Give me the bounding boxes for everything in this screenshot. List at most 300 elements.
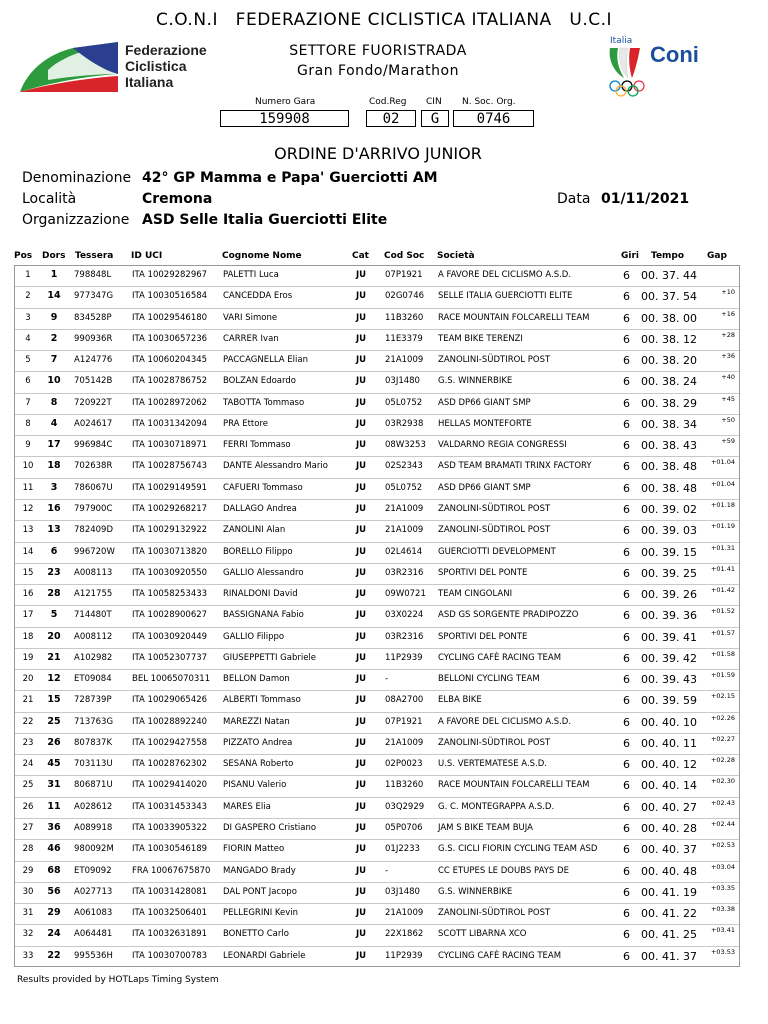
cell-name: BOLZAN Edoardo — [223, 376, 296, 387]
cell-uci: ITA 10031453343 — [132, 801, 208, 812]
table-row — [15, 734, 739, 755]
olympic-rings-icon — [608, 80, 646, 98]
cell-tessera: A024617 — [74, 418, 113, 429]
cell-time: 00. 39. 36 — [641, 609, 697, 623]
cell-uci: ITA 10030546189 — [132, 844, 208, 855]
cell-cat: JU — [356, 631, 367, 642]
cell-codsoc: 21A1009 — [385, 355, 424, 366]
cell-codsoc: 02P0023 — [385, 759, 423, 770]
table-row — [15, 457, 739, 478]
cell-pos: 12 — [22, 503, 34, 514]
cell-giri: 6 — [623, 354, 630, 368]
cell-time: 00. 37. 54 — [641, 290, 697, 304]
cell-name: ALBERTI Tommaso — [223, 695, 301, 706]
cell-tessera: 702638R — [74, 461, 113, 472]
cell-dors: 31 — [47, 779, 61, 791]
cell-dors: 23 — [47, 566, 61, 578]
cell-dors: 13 — [47, 524, 61, 536]
cell-giri: 6 — [623, 843, 630, 857]
cell-tessera: A061083 — [74, 908, 113, 919]
cell-uci: ITA 10032631891 — [132, 929, 208, 940]
cell-dors: 20 — [47, 630, 61, 642]
cell-uci: FRA 10067675870 — [132, 865, 211, 876]
cell-codsoc: 08A2700 — [385, 695, 424, 706]
cell-societa: HELLAS MONTEFORTE — [438, 418, 532, 429]
cell-codsoc: 21A1009 — [385, 525, 424, 536]
cell-name: VARI Simone — [223, 312, 278, 323]
cell-uci: ITA 10029282967 — [132, 270, 208, 280]
cell-societa: CYCLING CAFÈ RACING TEAM — [438, 950, 562, 961]
cell-tessera: 807837K — [74, 737, 113, 748]
cell-societa: SCOTT LIBARNA XCO — [438, 929, 527, 940]
cell-gap: +01.04 — [710, 458, 735, 467]
column-header-name: Cognome Nome — [222, 251, 302, 261]
cell-name: PIZZATO Andrea — [223, 737, 293, 748]
cell-name: PACCAGNELLA Elian — [223, 355, 308, 366]
cell-gap: +03.53 — [710, 947, 735, 956]
cell-time: 00. 38. 48 — [641, 481, 697, 495]
cell-cat: JU — [356, 440, 367, 451]
results-table — [14, 265, 740, 967]
cell-pos: 18 — [22, 631, 34, 642]
cell-giri: 6 — [623, 949, 630, 963]
cell-uci: ITA 10058253433 — [132, 589, 208, 600]
cell-dors: 68 — [47, 864, 61, 876]
cell-time: 00. 41. 37 — [641, 949, 697, 963]
cell-cat: JU — [356, 610, 367, 621]
cell-giri: 6 — [623, 928, 630, 942]
cell-giri: 6 — [623, 566, 630, 580]
table-row — [15, 564, 739, 585]
cell-dors: 17 — [47, 439, 61, 451]
cell-cat: JU — [356, 376, 367, 387]
cell-dors: 15 — [47, 694, 61, 706]
cell-giri: 6 — [623, 311, 630, 325]
cell-name: PELLEGRINI Kevin — [223, 908, 299, 919]
cell-cat: JU — [356, 886, 367, 897]
table-row — [15, 776, 739, 797]
cell-pos: 28 — [22, 844, 34, 855]
cell-societa: ZANOLINI-SÜDTIROL POST — [438, 355, 551, 366]
cell-name: PRA Ettore — [223, 418, 268, 429]
cell-name: GALLIO Alessandro — [223, 567, 304, 578]
coni-flag-flame-icon — [606, 46, 648, 80]
cell-time: 00. 40. 12 — [641, 758, 697, 772]
cell-societa: G.S. CICLI FIORIN CYCLING TEAM ASD — [438, 844, 598, 855]
cell-time: 00. 39. 42 — [641, 651, 697, 665]
cell-tessera: 834528P — [74, 312, 112, 323]
cell-giri: 6 — [623, 290, 630, 304]
cell-gap: +02.53 — [710, 841, 735, 850]
cell-giri: 6 — [623, 609, 630, 623]
cell-pos: 1 — [25, 270, 31, 280]
denominazione-value: 42° GP Mamma e Papa' Guerciotti AM — [142, 170, 438, 186]
cell-time: 00. 41. 19 — [641, 885, 697, 899]
cell-name: DANTE Alessandro Mario — [223, 461, 328, 472]
cell-dors: 12 — [47, 673, 61, 685]
cell-gap: +02.27 — [710, 734, 735, 743]
cell-gap: +01.41 — [710, 564, 735, 573]
table-row — [15, 755, 739, 776]
cell-giri: 6 — [623, 736, 630, 750]
cell-name: BORELLO Filippo — [223, 546, 293, 557]
cell-pos: 23 — [22, 737, 34, 748]
cell-societa: G.S. WINNERBIKE — [438, 886, 513, 897]
cell-cat: JU — [356, 865, 367, 876]
cell-giri: 6 — [623, 779, 630, 793]
cell-giri: 6 — [623, 651, 630, 665]
cell-pos: 3 — [25, 312, 31, 323]
cell-cat: JU — [356, 695, 367, 706]
cell-giri: 6 — [623, 545, 630, 559]
table-row — [15, 309, 739, 330]
cell-uci: ITA 10030718971 — [132, 440, 208, 451]
cell-dors: 45 — [47, 758, 61, 770]
date-label: Data — [557, 191, 591, 207]
cell-tessera: A028612 — [74, 801, 113, 812]
cell-uci: ITA 10030920449 — [132, 631, 208, 642]
cell-cat: JU — [356, 929, 367, 940]
cell-cat: JU — [356, 546, 367, 557]
cell-time: 00. 41. 25 — [641, 928, 697, 942]
table-row — [15, 479, 739, 500]
cell-codsoc: 02G0746 — [385, 291, 425, 302]
cell-tessera: A124776 — [74, 355, 113, 366]
cell-giri: 6 — [623, 524, 630, 538]
fci-logo-text-line: Ciclistica — [125, 58, 187, 74]
cell-pos: 15 — [22, 567, 34, 578]
cell-societa: CYCLING CAFÈ RACING TEAM — [438, 652, 562, 663]
cell-giri: 6 — [623, 588, 630, 602]
cell-codsoc: 11P2939 — [385, 652, 423, 663]
cell-gap: +40 — [721, 373, 735, 382]
cell-dors: 25 — [47, 715, 61, 727]
cell-gap: +16 — [721, 309, 735, 318]
cell-time: 00. 37. 44 — [641, 269, 697, 282]
cell-time: 00. 38. 43 — [641, 439, 697, 453]
cell-tessera: 713763G — [74, 716, 114, 727]
sector-title: SETTORE FUORISTRADA — [289, 43, 467, 59]
cell-societa: ZANOLINI-SÜDTIROL POST — [438, 525, 551, 536]
cell-societa: TEAM CINGOLANI — [438, 589, 513, 600]
cell-pos: 25 — [22, 780, 34, 791]
cell-codsoc: 11B3260 — [385, 780, 424, 791]
column-header-gap: Gap — [707, 251, 727, 261]
cell-tessera: 782409D — [74, 525, 113, 536]
cell-codsoc: 02S2343 — [385, 461, 423, 472]
cell-gap: +02.26 — [710, 713, 735, 722]
cell-codsoc: 05L0752 — [385, 397, 423, 408]
cell-gap: +50 — [721, 415, 735, 424]
cell-tessera: 786067U — [74, 482, 113, 493]
cell-name: BASSIGNANA Fabio — [223, 610, 304, 621]
column-header-pos: Pos — [14, 251, 33, 261]
cell-codsoc: 21A1009 — [385, 503, 424, 514]
cell-uci: ITA 10028762302 — [132, 759, 208, 770]
cell-uci: ITA 10028756743 — [132, 461, 208, 472]
cell-uci: ITA 10028900627 — [132, 610, 208, 621]
cell-time: 00. 38. 00 — [641, 311, 697, 325]
cell-pos: 6 — [25, 376, 31, 387]
cell-cat: JU — [356, 674, 367, 685]
cell-tessera: 996720W — [74, 546, 115, 557]
column-header-societa: Società — [437, 251, 475, 261]
cell-tessera: 990936R — [74, 333, 113, 344]
column-header-codsoc: Cod Soc — [384, 251, 425, 261]
cell-uci: ITA 10029546180 — [132, 312, 208, 323]
cell-societa: A FAVORE DEL CICLISMO A.S.D. — [438, 270, 572, 280]
cell-societa: ELBA BIKE — [438, 695, 482, 706]
cell-societa: JAM S BIKE TEAM BUJA — [438, 823, 533, 834]
cell-gap: +59 — [721, 437, 735, 446]
table-row — [15, 670, 739, 691]
column-header-cat: Cat — [352, 251, 369, 261]
cell-cat: JU — [356, 780, 367, 791]
cell-time: 00. 39. 43 — [641, 673, 697, 687]
cell-giri: 6 — [623, 800, 630, 814]
table-row — [15, 649, 739, 670]
cell-codsoc: 01J2233 — [385, 844, 420, 855]
cell-dors: 28 — [47, 588, 61, 600]
cell-societa: SPORTIVI DEL PONTE — [438, 567, 528, 578]
cell-tessera: 977347G — [74, 291, 114, 302]
cell-gap: +02.15 — [710, 692, 735, 701]
cell-cat: JU — [356, 270, 367, 280]
cell-name: RINALDONI David — [223, 589, 298, 600]
cell-societa: SELLE ITALIA GUERCIOTTI ELITE — [438, 291, 573, 302]
cell-giri: 6 — [623, 673, 630, 687]
cell-name: TABOTTA Tommaso — [223, 397, 305, 408]
cell-cat: JU — [356, 461, 367, 472]
cell-codsoc: 03R2938 — [385, 418, 424, 429]
cin-label: CIN — [426, 97, 442, 107]
column-header-uci: ID UCI — [131, 251, 163, 261]
cell-dors: 1 — [50, 269, 58, 280]
cell-name: GALLIO Filippo — [223, 631, 285, 642]
cell-gap: +28 — [721, 330, 735, 339]
cell-cat: JU — [356, 567, 367, 578]
cell-name: FIORIN Matteo — [223, 844, 285, 855]
cell-time: 00. 40. 28 — [641, 822, 697, 836]
n-soc-org-label: N. Soc. Org. — [462, 97, 516, 107]
date-value: 01/11/2021 — [601, 191, 690, 207]
table-row — [15, 330, 739, 351]
cell-giri: 6 — [623, 822, 630, 836]
cell-time: 00. 39. 02 — [641, 502, 697, 516]
table-row — [15, 415, 739, 436]
cell-codsoc: 05P0706 — [385, 823, 423, 834]
table-row — [15, 798, 739, 819]
cell-codsoc: 11E3379 — [385, 333, 423, 344]
table-row — [15, 351, 739, 372]
table-row — [15, 585, 739, 606]
cell-dors: 7 — [50, 354, 58, 366]
cell-dors: 9 — [50, 311, 58, 323]
cell-dors: 11 — [47, 800, 61, 812]
table-row — [15, 543, 739, 564]
table-row — [15, 521, 739, 542]
cell-uci: ITA 10030713820 — [132, 546, 208, 557]
cell-dors: 16 — [47, 502, 61, 514]
cell-tessera: A102982 — [74, 652, 113, 663]
cell-pos: 20 — [22, 674, 34, 685]
cell-tessera: 714480T — [74, 610, 112, 621]
coni-logo — [606, 36, 718, 100]
cell-dors: 2 — [50, 332, 58, 344]
table-row — [15, 394, 739, 415]
cell-gap: +45 — [721, 394, 735, 403]
cell-name: DI GASPERO Cristiano — [223, 823, 317, 834]
cell-dors: 29 — [47, 907, 61, 919]
cell-giri: 6 — [623, 630, 630, 644]
cell-pos: 33 — [22, 950, 34, 961]
cell-uci: ITA 10028972062 — [132, 397, 208, 408]
cell-giri: 6 — [623, 907, 630, 921]
document-header-title: C.O.N.I FEDERAZIONE CICLISTICA ITALIANA U.C.I — [155, 10, 613, 30]
cell-time: 00. 38. 34 — [641, 417, 697, 431]
cell-uci: ITA 10029427558 — [132, 737, 208, 748]
cell-dors: 26 — [47, 736, 61, 748]
cell-uci: ITA 10029149591 — [132, 482, 208, 493]
cell-name: BELLON Damon — [223, 674, 290, 685]
cell-codsoc: 21A1009 — [385, 737, 424, 748]
cell-cat: JU — [356, 801, 367, 812]
cell-pos: 9 — [25, 440, 31, 451]
cell-name: ZANOLINI Alan — [223, 525, 286, 536]
cell-codsoc: 08W3253 — [385, 440, 426, 451]
table-row — [15, 436, 739, 457]
cell-name: SESANA Roberto — [223, 759, 294, 770]
table-row — [15, 947, 739, 968]
cell-giri: 6 — [623, 481, 630, 495]
table-row — [15, 904, 739, 925]
column-header-giri: Giri — [621, 251, 639, 261]
cell-gap: +01.18 — [710, 500, 735, 509]
cell-societa: A FAVORE DEL CICLISMO A.S.D. — [438, 716, 572, 727]
numero-gara-value: 159908 — [220, 110, 349, 127]
cell-giri: 6 — [623, 460, 630, 474]
cell-time: 00. 38. 20 — [641, 354, 697, 368]
table-row — [15, 883, 739, 904]
cell-gap: +01.58 — [710, 649, 735, 658]
table-row — [15, 606, 739, 627]
cell-time: 00. 38. 24 — [641, 375, 697, 389]
cin-value: G — [421, 110, 449, 127]
cell-societa: G. C. MONTEGRAPPA A.S.D. — [438, 801, 555, 812]
cell-time: 00. 40. 48 — [641, 864, 697, 878]
cell-uci: ITA 10028892240 — [132, 716, 208, 727]
denominazione-label: Denominazione — [22, 170, 132, 186]
cell-gap: +02.44 — [710, 820, 735, 829]
cell-uci: ITA 10028786752 — [132, 376, 208, 387]
cell-giri: 6 — [623, 269, 630, 282]
cell-societa: ASD DP66 GIANT SMP — [438, 482, 531, 493]
cell-tessera: 995536H — [74, 950, 113, 961]
cod-reg-value: 02 — [366, 110, 416, 127]
cell-societa: VALDARNO REGIA CONGRESSI — [438, 440, 567, 451]
cell-tessera: 806871U — [74, 780, 113, 791]
localita-label: Località — [22, 191, 77, 207]
table-row — [15, 372, 739, 393]
cell-societa: ZANOLINI-SÜDTIROL POST — [438, 737, 551, 748]
cell-uci: ITA 10031342094 — [132, 418, 208, 429]
cell-name: CANCEDDA Eros — [223, 291, 293, 302]
cell-cat: JU — [356, 737, 367, 748]
cell-societa: ASD TEAM BRAMATI TRINX FACTORY — [438, 461, 592, 472]
cell-codsoc: 11P2939 — [385, 950, 423, 961]
cell-time: 00. 38. 29 — [641, 396, 697, 410]
cell-pos: 7 — [25, 397, 31, 408]
cell-time: 00. 39. 03 — [641, 524, 697, 538]
cell-societa: ZANOLINI-SÜDTIROL POST — [438, 908, 551, 919]
cell-uci: ITA 10033905322 — [132, 823, 208, 834]
coni-logo-small-text: Italia — [610, 36, 633, 46]
cell-uci: ITA 10030920550 — [132, 567, 208, 578]
cell-time: 00. 40. 27 — [641, 800, 697, 814]
cell-cat: JU — [356, 908, 367, 919]
cell-cat: JU — [356, 589, 367, 600]
cell-tessera: 703113U — [74, 759, 113, 770]
cell-codsoc: 07P1921 — [385, 716, 423, 727]
cell-cat: JU — [356, 950, 367, 961]
cell-societa: RACE MOUNTAIN FOLCARELLI TEAM — [438, 780, 590, 791]
cell-gap: +02.43 — [710, 798, 735, 807]
cell-time: 00. 40. 37 — [641, 843, 697, 857]
footer-credit: Results provided by HOTLaps Timing System — [17, 975, 219, 985]
n-soc-org-value: 0746 — [453, 110, 534, 127]
cell-gap: +01.31 — [710, 543, 735, 552]
cell-tessera: 728739P — [74, 695, 112, 706]
cell-uci: ITA 10029268217 — [132, 503, 208, 514]
cell-time: 00. 39. 59 — [641, 694, 697, 708]
cell-societa: TEAM BIKE TERENZI — [438, 333, 523, 344]
cell-giri: 6 — [623, 502, 630, 516]
cell-dors: 5 — [50, 609, 58, 621]
cell-gap: +01.42 — [710, 586, 735, 595]
cell-cat: JU — [356, 652, 367, 663]
cell-dors: 10 — [47, 375, 61, 387]
cell-pos: 2 — [25, 291, 31, 302]
cell-tessera: 798848L — [74, 270, 112, 280]
cell-dors: 14 — [47, 290, 61, 302]
cell-cat: JU — [356, 397, 367, 408]
cell-pos: 21 — [22, 695, 34, 706]
cell-gap: +10 — [721, 288, 735, 297]
cell-cat: JU — [356, 291, 367, 302]
cell-pos: 17 — [22, 610, 34, 621]
cell-tessera: A089918 — [74, 823, 113, 834]
cell-tessera: 996984C — [74, 440, 113, 451]
cell-codsoc: 03R2316 — [385, 567, 424, 578]
cell-name: DALLAGO Andrea — [223, 503, 297, 514]
cell-societa: ZANOLINI-SÜDTIROL POST — [438, 503, 551, 514]
cell-time: 00. 39. 15 — [641, 545, 697, 559]
cell-time: 00. 38. 48 — [641, 460, 697, 474]
cell-tessera: 705142B — [74, 376, 113, 387]
organizzazione-value: ASD Selle Italia Guerciotti Elite — [142, 212, 388, 228]
cell-dors: 4 — [50, 417, 58, 429]
cell-pos: 30 — [22, 886, 34, 897]
cell-gap: +01.19 — [710, 522, 735, 531]
cell-giri: 6 — [623, 417, 630, 431]
cell-pos: 19 — [22, 652, 34, 663]
cell-uci: ITA 10029132922 — [132, 525, 208, 536]
cell-cat: JU — [356, 333, 367, 344]
cell-name: LEONARDI Gabriele — [223, 950, 306, 961]
cell-uci: ITA 10030516584 — [132, 291, 208, 302]
cell-gap: +03.35 — [710, 883, 735, 892]
cell-cat: JU — [356, 355, 367, 366]
